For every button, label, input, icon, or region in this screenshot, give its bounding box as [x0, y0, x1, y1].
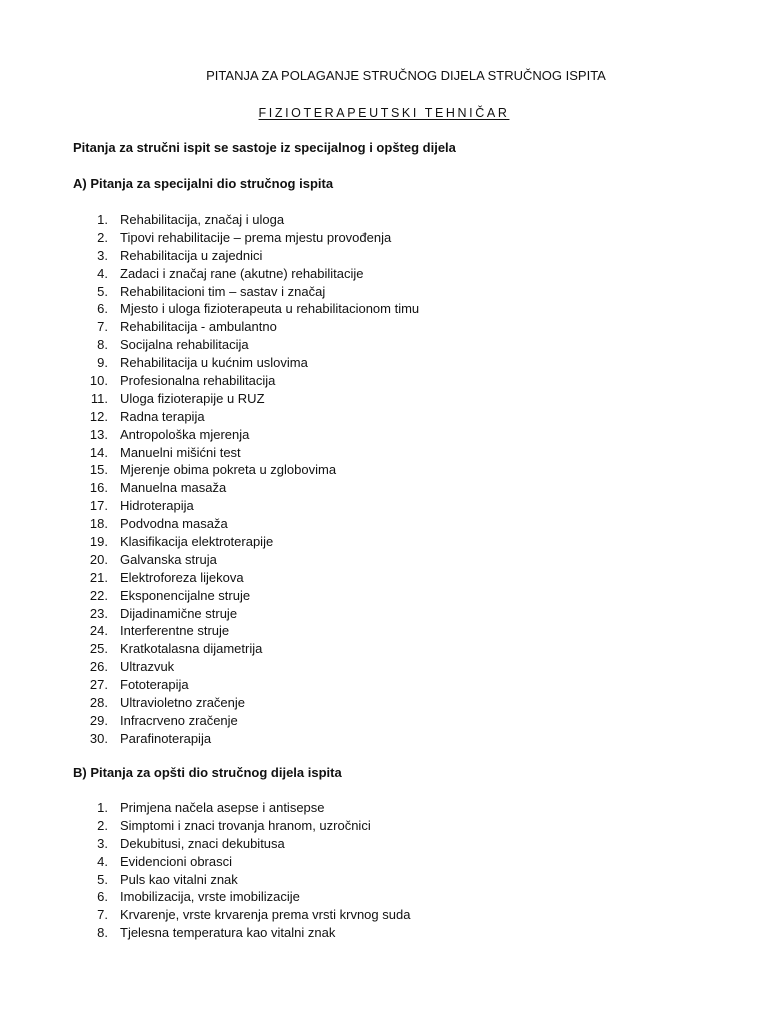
question-number: 5.: [97, 871, 108, 887]
question-text: Radna terapija: [120, 408, 205, 424]
question-text: Podvodna masaža: [120, 516, 228, 532]
question-text: Imobilizacija, vrste imobilizacije: [120, 889, 300, 905]
question-number: 10.: [89, 373, 108, 389]
question-text: Rehabilitacija, značaj i uloga: [120, 212, 285, 227]
question-text: Infracrveno zračenje: [120, 712, 238, 728]
question-number: 8.: [97, 337, 108, 353]
question-number: 18.: [89, 516, 108, 532]
question-number: 3.: [97, 247, 108, 263]
question-text: Primjena načela asepse i antisepse: [120, 800, 325, 815]
intro-text: Pitanja za stručni ispit se sastoje iz specijalnog i opšteg dijela: [73, 140, 456, 155]
question-number: 11.: [90, 390, 108, 406]
question-text: Rehabilitacija u kućnim uslovima: [120, 355, 308, 371]
question-text: Hidroterapija: [120, 498, 194, 514]
question-number: 22.: [89, 587, 108, 603]
question-text: Klasifikacija elektroterapije: [120, 534, 274, 550]
question-number: 24.: [89, 623, 108, 639]
section-b-heading: B) Pitanja za opšti dio stručnog dijela ispita: [73, 765, 342, 780]
question-text: Manuelna masaža: [120, 480, 227, 496]
question-text: Parafinoterapija: [120, 730, 212, 746]
question-number: 2.: [97, 817, 108, 833]
question-number: 1.: [97, 800, 108, 815]
question-text: Tipovi rehabilitacije – prema mjestu provođenja: [120, 229, 392, 245]
question-number: 7.: [97, 319, 108, 335]
question-text: Tjelesna temperatura kao vitalni znak: [120, 925, 336, 941]
question-number: 15.: [89, 462, 108, 478]
question-text: Galvanska struja: [120, 551, 217, 567]
question-number: 30.: [89, 730, 108, 746]
question-text: Mjesto i uloga fizioterapeuta u rehabilitacionom timu: [120, 301, 420, 317]
question-number: 4.: [97, 853, 108, 869]
question-number: 6.: [97, 889, 108, 905]
question-number: 3.: [97, 835, 108, 851]
question-text: Manuelni mišićni test: [120, 444, 241, 460]
question-text: Rehabilitacija - ambulantno: [120, 319, 277, 335]
question-number: 9.: [97, 355, 108, 371]
question-number: 8.: [97, 925, 108, 941]
question-text: Ultrazvuk: [120, 659, 175, 675]
question-text: Profesionalna rehabilitacija: [120, 373, 276, 389]
question-number: 7.: [97, 907, 108, 923]
question-text: Rehabilitacioni tim – sastav i značaj: [120, 283, 326, 299]
question-number: 21.: [89, 569, 108, 585]
question-number: 12.: [89, 408, 108, 424]
question-text: Uloga fizioterapije u RUZ: [120, 390, 265, 406]
question-number: 28.: [89, 695, 108, 711]
question-number: 16.: [89, 480, 108, 496]
question-text: Dekubitusi, znaci dekubitusa: [120, 835, 285, 851]
question-number: 27.: [89, 677, 108, 693]
question-number: 29.: [89, 712, 108, 728]
question-number: 2.: [97, 229, 108, 245]
question-number: 26.: [89, 659, 108, 675]
question-text: Fototerapija: [120, 677, 189, 693]
question-text: Interferentne struje: [120, 623, 230, 639]
question-text: Zadaci i značaj rane (akutne) rehabilitacije: [120, 265, 364, 281]
question-number: 4.: [97, 265, 108, 281]
question-number: 13.: [89, 426, 108, 442]
question-number: 5.: [97, 283, 108, 299]
question-text: Puls kao vitalni znak: [120, 871, 238, 887]
document-title: PITANJA ZA POLAGANJE STRUČNOG DIJELA STRUČNOG ISPITA: [206, 68, 606, 83]
question-text: Ultravioletno zračenje: [120, 695, 246, 711]
question-number: 14.: [89, 444, 108, 460]
question-number: 1.: [97, 212, 108, 227]
question-text: Krvarenje, vrste krvarenja prema vrsti krvnog suda: [120, 907, 411, 923]
question-text: Socijalna rehabilitacija: [120, 337, 249, 353]
question-text: Evidencioni obrasci: [120, 853, 233, 869]
question-text: Eksponencijalne struje: [120, 587, 251, 603]
question-text: Rehabilitacija u zajednici: [120, 247, 263, 263]
question-number: 23.: [89, 605, 108, 621]
question-number: 17.: [89, 498, 108, 514]
question-text: Elektroforeza lijekova: [120, 569, 244, 585]
question-text: Simptomi i znaci trovanja hranom, uzročnici: [120, 817, 371, 833]
question-number: 25.: [89, 641, 108, 657]
question-text: Dijadinamične struje: [120, 605, 238, 621]
question-number: 20.: [89, 551, 108, 567]
question-text: Kratkotalasna dijametrija: [120, 641, 263, 657]
question-number: 6.: [97, 301, 108, 317]
document-subtitle: FIZIOTERAPEUTSKI TEHNIČAR: [258, 106, 510, 120]
section-a-heading: A) Pitanja za specijalni dio stručnog ispita: [73, 176, 334, 191]
question-number: 19.: [89, 534, 108, 550]
question-text: Mjerenje obima pokreta u zglobovima: [120, 462, 337, 478]
question-text: Antropološka mjerenja: [120, 426, 250, 442]
